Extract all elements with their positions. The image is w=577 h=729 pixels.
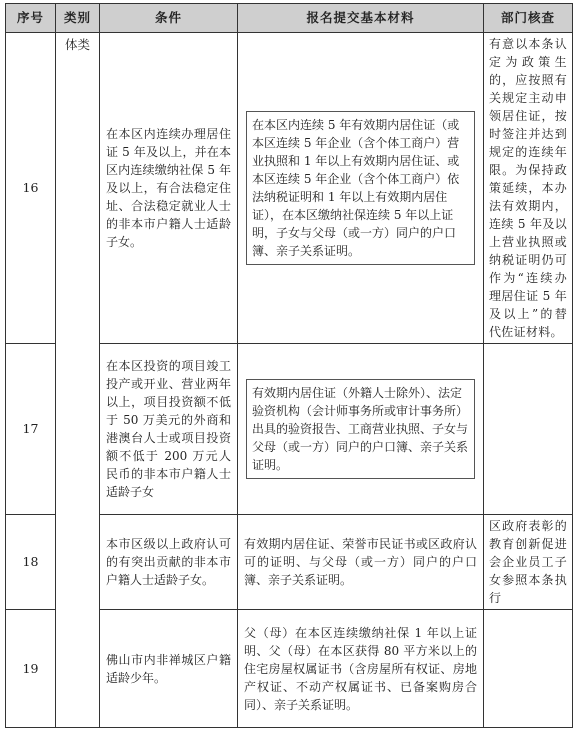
materials-text: 父（母）在本区连续缴纳社保 1 年以上证明、父（母）在本区获得 80 平方米以上的住宅房屋权属证书（含房屋所有权证、房地产权证、不动产权属证书、已备案购房合同）、亲子关系证明。 — [244, 625, 477, 712]
condition-text: 本市区级以上政府认可的有突出贡献的非本市户籍人士适龄子女。 — [106, 537, 231, 587]
condition-cell — [100, 344, 238, 515]
header-dept-check: 部门核查 — [484, 4, 573, 33]
header-condition: 条件 — [100, 4, 238, 33]
dept-text — [484, 427, 572, 431]
policy-table-container — [5, 3, 572, 723]
materials-text: 有效期内居住证（外籍人士除外）、法定验资机构（会计师事务所或审计事务所）出具的验资报告、工商营业执照、子女与父母（或一方）同户的户口簿、亲子关系证明。 — [246, 379, 475, 479]
materials-text: 有效期内居住证、荣誉市民证书或区政府认可的证明、与父母（或一方）同户的户口簿、亲子关系证明。 — [244, 537, 477, 587]
header-materials: 报名提交基本材料 — [238, 4, 484, 33]
table-row — [6, 33, 573, 344]
materials-cell — [238, 33, 484, 344]
dept-cell — [484, 33, 573, 344]
row-seq: 17 — [6, 344, 56, 515]
row-seq: 16 — [6, 33, 56, 344]
condition-text: 在本区投资的项目竣工投产或开业、营业两年以上，项目投资额不低于 50 万美元的外商和港澳台人士或项目投资额不低于 200 万元人民币的非本市户籍人士适龄子女 — [106, 359, 231, 499]
condition-cell — [100, 515, 238, 610]
condition-cell — [100, 33, 238, 344]
materials-cell — [238, 344, 484, 515]
condition-cell — [100, 610, 238, 728]
dept-cell — [484, 610, 573, 728]
row-seq: 19 — [6, 610, 56, 728]
category-cell — [56, 33, 100, 728]
dept-cell — [484, 344, 573, 515]
dept-text: 区政府表彰的教育创新促进会企业员工子女参照本条执行 — [489, 519, 567, 605]
header-seq: 序号 — [6, 4, 56, 33]
condition-text: 佛山市内非禅城区户籍适龄少年。 — [106, 652, 231, 685]
policy-table — [5, 3, 573, 728]
row-seq: 18 — [6, 515, 56, 610]
dept-text: 有意以本条认定为政策生的，应按照有关规定主动申领居住证，按时签注并达到规定的连续年限。为保持政策延续，本办法有效期内，连续 5 年及以上营业执照或纳税证明仍可作为“连续办理居住证 5 年及以上”的替代佐证材料。 — [489, 37, 567, 339]
materials-cell — [238, 515, 484, 610]
materials-text: 在本区内连续 5 年有效期内居住证（或本区连续 5 年企业（含个体工商户）营业执照和 1 年以上有效期内居住证、或本区连续 5 年企业（含个体工商户）依法纳税证明和 1 年以上有效期内居住证），在本区缴纳社保连续 5 年以上证明，子女与父母（或一方）同户的户口簿、亲子关系证明。 — [246, 111, 475, 265]
header-category: 类别 — [56, 4, 100, 33]
dept-text — [484, 667, 572, 671]
condition-text: 在本区内连续办理居住证 5 年及以上，并在本区内连续缴纳社保 5 年及以上，有合法稳定住址、合法稳定就业人士的非本市户籍人士适龄子女。 — [106, 127, 231, 249]
header-row — [6, 4, 573, 33]
materials-cell — [238, 610, 484, 728]
dept-cell — [484, 515, 573, 610]
category-label: 体类 — [64, 37, 90, 52]
